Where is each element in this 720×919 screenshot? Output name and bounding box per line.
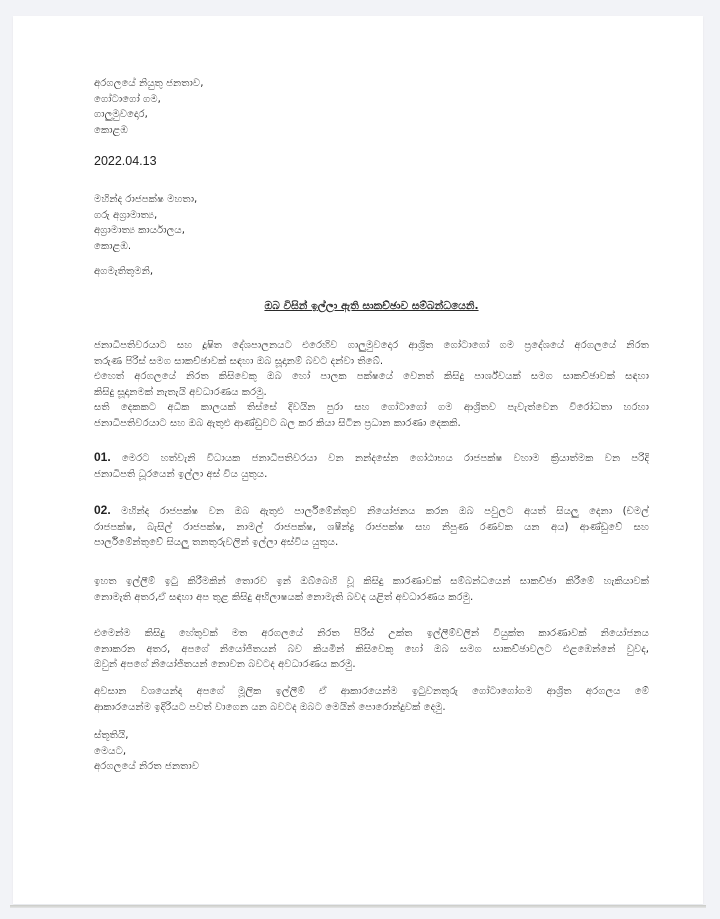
sender-address-line: අරගලයේ නියුතු ජනතාව, — [94, 78, 204, 89]
paragraph-line: තරුණ පිරිස් සමග සාකච්ඡාවක් සඳහා ඔබ සූදානම් බවට දන්වා තිබේ. — [94, 355, 384, 367]
recipient-address-line: අග්‍රාමාත්‍ය කාර්යාලය, — [94, 225, 185, 237]
body-paragraph-no-discussion — [94, 574, 649, 605]
sender-address — [94, 76, 649, 138]
paragraph-line — [94, 503, 649, 520]
recipient-address-line: ගරු අග්‍රාමාත්‍ය, — [94, 209, 158, 221]
paragraph-line: එමෙන්ම කිසිදු හේතුවක් මත අරගලයේ නිරත පිරිස් උක්ත ඉල්ලීම්වලින් වියුක්ත කාරණාවක් නියෝජනය — [94, 628, 649, 639]
demand-number: 01. — [94, 450, 111, 464]
paragraph-line: ඉහත ඉල්ලීම් ඉටු කිරීමකින් තොරව ඉන් ඔබ්බෙහි වූ කිසිදු කාරණාවක් සම්බන්ධයෙන් සාකච්ඡා කිරීමේ හැකියාවක් — [94, 576, 649, 587]
demand-text: මෙරට හත්වැනි විධායක ජනාධිපතිවරයා වන නන්දසේන ගෝඨාභය රාජපක්ෂ වහාම ක්‍රියාත්මක වන පරිදි — [121, 453, 649, 464]
paragraph-line: නොමැති අතර,ඒ සඳහා අප තුළ කිසිදු අභිලාෂයක් නොමැති බවද යළිත් අවධාරණය කරමු. — [94, 591, 474, 603]
paragraph-line: ජනාධිපතිවරයාට සහ ඔබ ඇතුළු ආණ්ඩුවට බල කර කියා සිටින ප්‍රධාන කාරණා දෙකකි. — [94, 417, 461, 429]
paragraph-line: රාජපක්ෂ, බැසිල් රාජපක්ෂ, නාමල් රාජපක්ෂ, ශෂීන්ද්‍ර රාජපක්ෂ සහ නිපුණ රණවක යන අය) ආණ්ඩුවේ සහ — [94, 521, 649, 533]
paragraph-line: එහෙත් අරගලයේ නිරත කිසිවෙකු ඔබ හෝ පාලක පක්ෂයේ වෙනත් කිසිදු පාර්ශ්වයක් සමග සාකච්ඡාවක් සඳහා — [94, 371, 649, 383]
body-paragraph-conclusion — [94, 684, 649, 715]
recipient-address — [94, 192, 649, 254]
paragraph-line: කිසිදු සූදානමක් නැතැයි අවධාරණය කරමු. — [94, 386, 267, 398]
demand-text: මහින්ද රාජපක්ෂ වන ඔබ ඇතුළු පාර්ලිමේන්තුව නියෝජනය කරන ඔබ පවුලට අයත් සියලු දෙනා (චමල් — [121, 506, 649, 517]
body-paragraph-intro — [94, 338, 649, 432]
paragraph-line: ජනාධිපති ධූරයෙන් ඉල්ලා අස් විය යුතුය. — [94, 468, 268, 480]
recipient-address-line: මහින්ද රාජපක්ෂ මහතා, — [94, 194, 198, 205]
paragraph-line: අවසාන වශයෙන්ද අපගේ මූලික ඉල්ලීම් ඒ ආකාරයෙන්ම ඉටුවනතුරු ගෝටාගෝගම ආශ්‍රිත අරගලය මේ — [94, 686, 649, 697]
paragraph-line: සති දෙකකට අධික කාලයක් තිස්සේ දිවයින පුරා සහ ගෝටාගෝ ගම ආශ්‍රිතව පැවැත්වෙන විරෝධතා හරහා — [94, 402, 649, 414]
letter-subject — [94, 299, 649, 315]
paragraph-line: ආකාරයෙන්ම ඉදිරියට පවත් වාගෙන යන බවටද ඔබට මෙයින් පොරොන්දුවක් දෙමු. — [94, 701, 446, 713]
body-paragraph-representatives — [94, 626, 649, 673]
page-bottom-edge — [10, 905, 706, 908]
letter-subject-text: ඔබ විසින් ඉල්ලා ඇති සාකච්ඡාව සම්බන්ධයෙනි. — [264, 300, 479, 312]
salutation: අගමැතිතුමනි, — [94, 266, 154, 277]
demand-02 — [94, 503, 649, 551]
paragraph-line: නොකරන අතර, අපගේ නියෝජිතයන් බව කියමින් කිසිවෙකු හෝ ඔබ සමග සාකච්ඡාවලට එළඹෙන්නේ වුවද, — [94, 643, 649, 655]
paragraph-line — [94, 450, 649, 467]
closing-line: මෙයට, — [94, 745, 127, 757]
sender-address-line: ගෝටාගෝ ගම, — [94, 93, 161, 105]
paragraph-line: ඔවුන් අපගේ නියෝජිතයන් නොවන බවටද අවධාරණය කරමු. — [94, 659, 356, 671]
signature: අරගලයේ නිරත ජනතාව — [94, 761, 200, 773]
sender-address-line: කොළඹ — [94, 124, 128, 136]
closing — [94, 728, 649, 775]
paragraph-line: ජනාධිපතිවරයාට සහ දූෂිත දේශපාලනයට එරෙහිව ගාලුමුවදොර ආශ්‍රිත ගෝටාගෝ ගම ප්‍රදේශයේ අරගලයේ නිරත — [94, 340, 649, 351]
recipient-address-line: කොළඹ. — [94, 240, 132, 252]
demand-01 — [94, 450, 649, 482]
sender-address-line: ගාලුමුවදොර, — [94, 109, 148, 121]
letter-date: 2022.04.13 — [94, 154, 157, 168]
paragraph-line: පාර්ලිමේන්තුවේ සියලු තනතුරුවලින් ඉල්ලා අස්විය යුතුය. — [94, 537, 339, 549]
letter-page — [13, 16, 703, 904]
closing-line: ස්තූතියි, — [94, 730, 129, 741]
demand-number: 02. — [94, 503, 111, 517]
